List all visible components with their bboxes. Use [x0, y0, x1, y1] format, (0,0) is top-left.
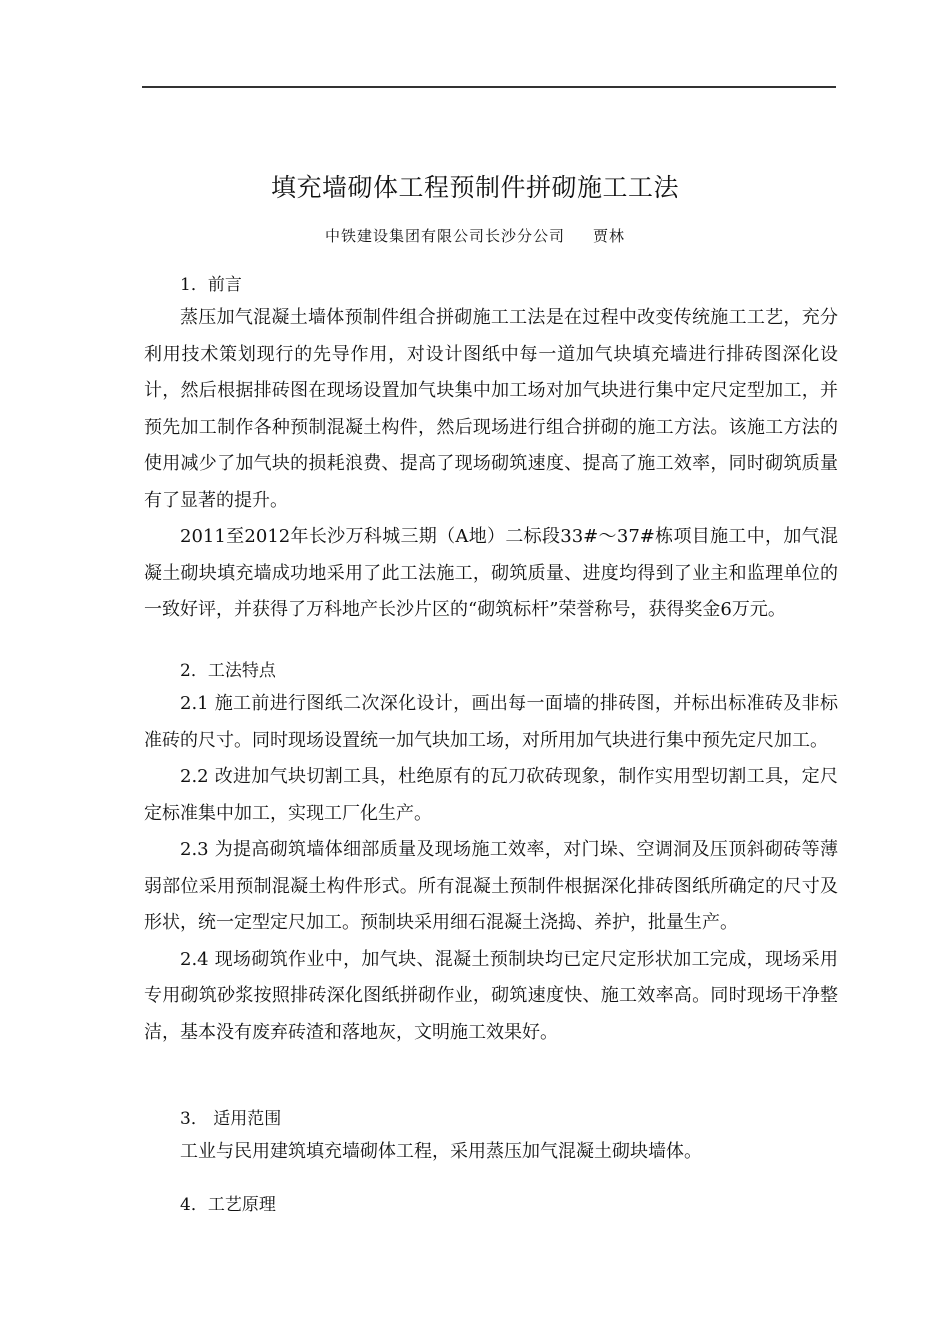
section-1-body: [144, 300, 838, 629]
paragraph: 2.3 为提高砌筑墙体细部质量及现场施工效率，对门垛、空调洞及压顶斜砌砖等薄弱部位采用预制混凝土构件形式。所有混凝土预制件根据深化排砖图纸所确定的尺寸及形状，统一定型定尺加工。预制块采用细石混凝土浇捣、养护，批量生产。: [144, 839, 838, 933]
paragraph: 2.4 现场砌筑作业中，加气块、混凝土预制块均已定尺定形状加工完成，现场采用专用砌筑砂浆按照排砖深化图纸拼砌作业，砌筑速度快、施工效率高。同时现场干净整洁，基本没有废弃砖渣和落地灰，文明施工效果好。: [144, 948, 838, 1043]
document-title: 填充墙砌体工程预制件拼砌施工工法: [270, 173, 679, 202]
paragraph: 2.2 改进加气块切割工具，杜绝原有的瓦刀砍砖现象，制作实用型切割工具，定尺定标准集中加工，实现工厂化生产。: [144, 766, 838, 824]
author-organization: 中铁建设集团有限公司长沙分公司: [324, 227, 565, 245]
paragraph: 2011至2012年长沙万科城三期（A地）二标段33#～37#栋项目施工中，加气混凝土砌块填充墙成功地采用了此工法施工，砌筑质量、进度均得到了业主和监理单位的一致好评，并获得了万科地产长沙片区的“砌筑标杆”荣誉称号，获得奖金6万元。: [144, 526, 838, 620]
section-4-heading: 4．工艺原理: [180, 1195, 276, 1215]
section-1-heading: 1．前言: [180, 275, 242, 295]
paragraph: 2.1 施工前进行图纸二次深化设计，画出每一面墙的排砖图，并标出标准砖及非标准砖的尺寸。同时现场设置统一加气块加工场，对所用加气块进行集中预先定尺加工。: [144, 693, 838, 751]
author-line: [0, 225, 950, 246]
section-2-heading: 2．工法特点: [180, 661, 276, 681]
header-rule: [142, 86, 836, 88]
author-name: 贾林: [593, 227, 626, 245]
paragraph: 蒸压加气混凝土墙体预制件组合拼砌施工工法是在过程中改变传统施工工艺，充分利用技术策划现行的先导作用，对设计图纸中每一道加气块填充墙进行排砖图深化设计，然后根据排砖图在现场设置加气块集中加工场对加气块进行集中定尺定型加工，并预先加工制作各种预制混凝土构件，然后现场进行组合拼砌的施工方法。该施工方法的使用减少了加气块的损耗浪费、提高了现场砌筑速度、提高了施工效率，同时砌筑质量有了显著的提升。: [144, 307, 838, 511]
section-3-body: [144, 1134, 838, 1171]
section-2-body: [144, 686, 838, 1051]
section-3-heading: 3． 适用范围: [180, 1109, 282, 1129]
paragraph: 工业与民用建筑填充墙砌体工程，采用蒸压加气混凝土砌块墙体。: [180, 1141, 702, 1162]
